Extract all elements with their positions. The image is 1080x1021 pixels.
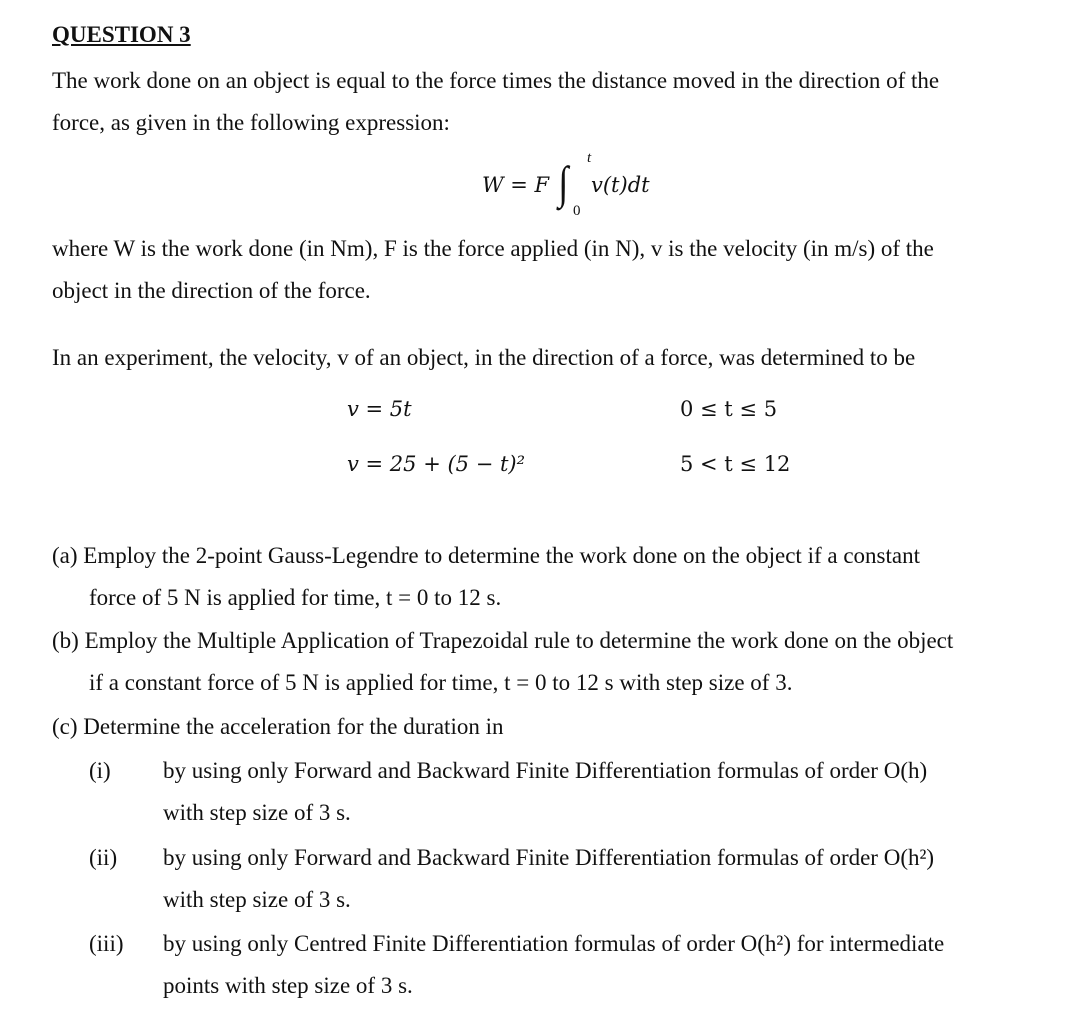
subpart-ii-label: (ii) (89, 845, 118, 870)
intro-text (52, 60, 939, 144)
subpart-ii-line-1: by using only Forward and Backward Finite Differentiation formulas of order O(h²) (163, 845, 935, 870)
integral-upper-limit: t (587, 150, 592, 166)
subpart-i-text (163, 750, 927, 834)
definitions-text (52, 228, 934, 312)
part-c-line-1: (c) Determine the acceleration for the duration in (52, 714, 504, 739)
definitions-line-1: where W is the work done (in Nm), F is the force applied (in N), v is the velocity (in m/s) of the (52, 236, 934, 261)
subpart-iii-text (163, 923, 944, 1007)
subpart-iii-label: (iii) (89, 931, 124, 956)
part-a (52, 535, 920, 619)
subpart-i-line-1: by using only Forward and Backward Finite Differentiation formulas of order O(h) (163, 758, 928, 783)
intro-line-1: The work done on an object is equal to the force times the distance moved in the direction of the (52, 68, 940, 93)
piece-2-expr: v = 25 + (5 − t)² (347, 452, 526, 476)
subpart-iii-line-2: points with step size of 3 s. (163, 973, 413, 998)
piece-1-expr: v = 5t (347, 397, 412, 421)
part-b-line-2: if a constant force of 5 N is applied for time, t = 0 to 12 s with step size of 3. (89, 670, 793, 695)
subpart-ii-line-2: with step size of 3 s. (163, 887, 351, 912)
question-title: QUESTION 3 (52, 22, 191, 47)
formula-lhs: W = F (482, 173, 550, 197)
part-b-line-1: (b) Employ the Multiple Application of Trapezoidal rule to determine the work done on the object (52, 628, 954, 653)
experiment-text: In an experiment, the velocity, v of an object, in the direction of a force, was determined to be (52, 345, 916, 370)
integrand: v(t)dt (591, 173, 650, 197)
definitions-line-2: object in the direction of the force. (52, 278, 371, 303)
intro-line-2: force, as given in the following expression: (52, 110, 450, 135)
part-b (52, 620, 953, 704)
integral-lower-limit: 0 (573, 203, 581, 219)
subpart-i-line-2: with step size of 3 s. (163, 800, 351, 825)
piece-1-range: 0 ≤ t ≤ 5 (680, 397, 778, 421)
subpart-ii-text (163, 837, 934, 921)
integral-sign: ∫ (558, 157, 569, 208)
piece-2-range: 5 < t ≤ 12 (680, 452, 791, 476)
part-a-line-2: force of 5 N is applied for time, t = 0 to 12 s. (89, 585, 502, 610)
subpart-i-label: (i) (89, 758, 111, 783)
subpart-iii-line-1: by using only Centred Finite Differentiation formulas of order O(h²) for intermediate (163, 931, 945, 956)
part-a-line-1: (a) Employ the 2-point Gauss-Legendre to determine the work done on the object if a constant (52, 543, 920, 568)
